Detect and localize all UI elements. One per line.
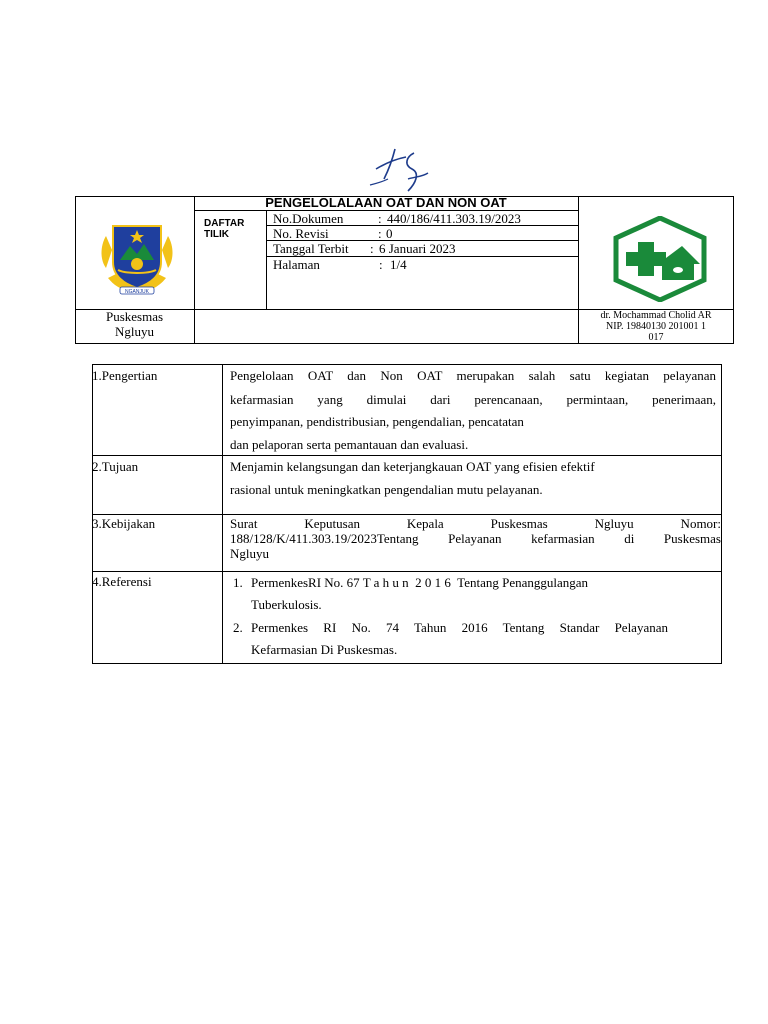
signature xyxy=(362,143,442,195)
doc-field-value: 1/4 xyxy=(390,257,407,272)
reference-line: Kefarmasian Di Puskesmas. xyxy=(251,642,398,657)
section-text-line: 188/128/K/411.303.19/2023Tentang Pelayanan kefarmasian di Puskesmas xyxy=(230,531,721,546)
section-text-line: Pengelolaan OAT dan Non OAT merupakan salah satu kegiatan pelayanan xyxy=(230,368,716,383)
reference-number: 1. xyxy=(233,575,243,590)
doc-field-label: Tanggal Terbit xyxy=(273,241,349,256)
doc-field-sep: : xyxy=(379,257,383,272)
regency-logo xyxy=(96,216,178,298)
section-heading-tujuan: 2.Tujuan xyxy=(92,459,139,474)
doc-field-value: 0 xyxy=(386,226,393,241)
doc-field-value: 6 Januari 2023 xyxy=(379,241,456,256)
doc-field-label: No.Dokumen xyxy=(273,211,344,226)
section-text-line: rasional untuk meningkatkan pengendalian mutu pelayanan. xyxy=(230,482,543,497)
section-text-line: dan pelaporan serta pemantauan dan evaluasi. xyxy=(230,437,469,452)
doc-type-line-1: DAFTAR xyxy=(204,218,245,229)
document-type-label xyxy=(204,218,244,240)
section-text-line: penyimpanan, pendistribusian, pengendalian, pencatatan xyxy=(230,414,524,429)
document-title: PENGELOLALAAN OAT DAN NON OAT xyxy=(265,195,507,210)
reference-line: PermenkesRI No. 67 T a h u n 2 0 1 6 Tentang Penanggulangan xyxy=(251,575,589,590)
institution-line-1: Puskesmas xyxy=(105,309,164,324)
doc-field-sep: : xyxy=(378,211,382,226)
signatory-name: dr. Mochammad Cholid AR xyxy=(600,310,712,321)
signatory-block xyxy=(578,310,734,343)
reference-number: 2. xyxy=(233,620,243,635)
institution-line-2: Ngluyu xyxy=(115,324,154,339)
section-text-line: kefarmasian yang dimulai dari perencanaan, permintaan, penerimaan, xyxy=(230,392,716,407)
reference-line: Permenkes RI No. 74 Tahun 2016 Tentang Standar Pelayanan xyxy=(251,620,668,635)
section-heading-pengertian: 1.Pengertian xyxy=(92,368,158,383)
doc-field-sep: : xyxy=(378,226,382,241)
doc-field-label: Halaman xyxy=(273,257,320,272)
section-text-line: Menjamin kelangsungan dan keterjangkauan OAT yang efisien efektif xyxy=(230,459,595,474)
institution-name xyxy=(75,309,194,339)
signatory-nip: NIP. 19840130 201001 1 xyxy=(605,321,706,332)
section-text-line: Ngluyu xyxy=(230,546,269,561)
doc-field-value: 440/186/411.303.19/2023 xyxy=(387,211,521,226)
section-heading-referensi: 4.Referensi xyxy=(92,574,152,589)
section-heading-kebijakan: 3.Kebijakan xyxy=(92,516,156,531)
reference-line: Tuberkulosis. xyxy=(251,597,322,612)
doc-field-sep: : xyxy=(370,241,374,256)
puskesmas-logo xyxy=(612,216,708,302)
doc-type-line-2: TILIK xyxy=(204,229,229,240)
regency-logo-banner: NGANJUK xyxy=(125,289,149,295)
section-text-line: Surat Keputusan Kepala Puskesmas Ngluyu Nomor: xyxy=(230,516,721,531)
doc-field-label: No. Revisi xyxy=(273,226,329,241)
signatory-nip-cont: 017 xyxy=(648,332,664,343)
